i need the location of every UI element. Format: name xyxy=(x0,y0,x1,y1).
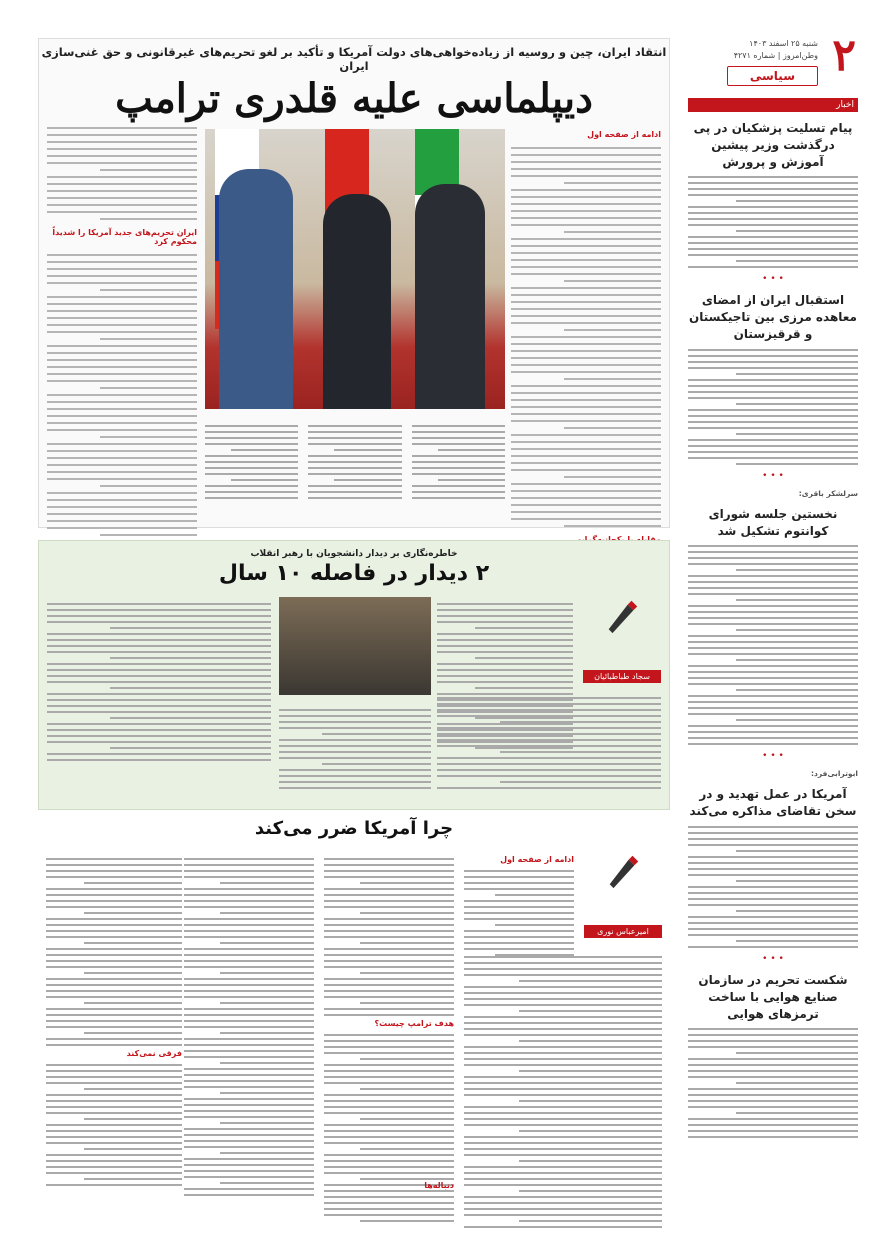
side-item-1 xyxy=(688,120,858,268)
side-item-title: نخستین جلسه شورای کوانتوم تشکیل شد xyxy=(708,506,838,538)
lead-subhead: ایران تحریم‌های جدید آمریکا را شدیداً محکوم کرد xyxy=(52,228,197,246)
side-item-body xyxy=(688,545,858,745)
side-item-4 xyxy=(688,769,858,948)
lead-article xyxy=(38,38,670,528)
pen-icon xyxy=(603,597,641,635)
mid-title: ۲ دیدار در فاصله ۱۰ سال xyxy=(218,561,490,586)
news-sidebar xyxy=(688,30,858,1230)
author-name: سجاد طباطبائیان xyxy=(583,670,661,683)
side-item-body xyxy=(688,1028,858,1138)
mid-column-0 xyxy=(437,697,661,789)
person-left xyxy=(219,169,293,409)
page-number: ۲ xyxy=(832,30,856,81)
bottom-title: چرا آمریکا ضرر می‌کند xyxy=(254,818,454,839)
person-right xyxy=(415,184,485,409)
side-item-kicker: سرلشکر باقری: xyxy=(798,488,858,498)
lead-subtitle: انتقاد ایران، چین و روسیه از زیاده‌خواهی‌های دولت آمریکا و تأکید بر لغو تحریم‌های غیرقانونی و حق غنی‌سازی ایران xyxy=(41,45,667,73)
mid-subtitle: خاطره‌نگاری بر دیدار دانشجویان با رهبر انقلاب xyxy=(250,549,458,559)
divider-stars: • • • xyxy=(762,751,784,762)
divider-stars: • • • xyxy=(762,274,784,285)
bottom-article xyxy=(38,818,670,1230)
author-name: امیرعباس نوری xyxy=(584,925,662,938)
continuation-label: ادامه از صفحه اول xyxy=(587,130,661,139)
side-item-3 xyxy=(688,489,858,746)
author-box xyxy=(584,852,662,938)
bottom-column-3 xyxy=(46,852,182,1186)
side-item-title: شکست تحریم در سازمان صنایع هوایی با ساخت ترمزهای هوایی xyxy=(698,972,848,1021)
bottom-column-1-tail xyxy=(324,1178,454,1222)
bottom-column-2 xyxy=(184,852,314,1196)
divider-stars: • • • xyxy=(762,470,784,481)
section-label: سیاسی xyxy=(727,66,818,86)
mid-photo-meeting xyxy=(279,597,431,695)
bottom-subhead: فرقی نمی‌کند xyxy=(126,1049,182,1058)
side-item-2 xyxy=(688,292,858,464)
lead-photo-diplomats xyxy=(205,129,505,409)
bottom-column-1 xyxy=(324,852,454,1198)
bottom-subhead: هدف ترامپ چیست؟ xyxy=(374,1019,454,1028)
side-item-body xyxy=(688,826,858,948)
side-item-kicker: ابوترابی‌فرد: xyxy=(811,769,858,779)
side-item-title: آمریکا در عمل تهدید و در سخن تقاضای مذاکره می‌کند xyxy=(689,787,857,819)
lead-body-under-photo xyxy=(205,419,505,499)
mid-article xyxy=(38,540,670,810)
person-center xyxy=(323,194,391,409)
lead-title: دیپلماسی علیه قلدری ترامپ xyxy=(115,75,593,122)
bottom-column-0b xyxy=(464,956,662,1228)
side-item-title: پیام تسلیت پزشکیان در پی درگذشت وزیر پیشین آموزش و پرورش xyxy=(693,121,853,169)
mid-column-2 xyxy=(279,709,431,789)
issue-date: شنبه ۲۵ اسفند ۱۴۰۳ xyxy=(749,39,818,48)
side-item-body xyxy=(688,176,858,268)
side-item-5 xyxy=(688,972,858,1138)
side-item-title: استقبال ایران از امضای معاهده مرزی بین تاجیکستان و قرقیزستان xyxy=(689,293,857,341)
bottom-subhead: دنباله‌ها xyxy=(424,1181,454,1190)
mid-column-3 xyxy=(47,603,271,761)
issue-meta xyxy=(734,38,818,62)
author-box xyxy=(583,597,661,683)
pen-icon xyxy=(604,852,642,890)
divider-stars: • • • xyxy=(762,953,784,964)
lead-column-left xyxy=(47,127,197,543)
side-item-body xyxy=(688,349,858,465)
continuation-label: ادامه از صفحه اول xyxy=(500,855,574,864)
issue-paper: وطن‌امروز | شماره ۴۲۷۱ xyxy=(733,51,818,60)
news-bar: اخبار xyxy=(688,98,858,112)
bottom-column-0 xyxy=(464,852,574,956)
masthead xyxy=(688,30,858,94)
